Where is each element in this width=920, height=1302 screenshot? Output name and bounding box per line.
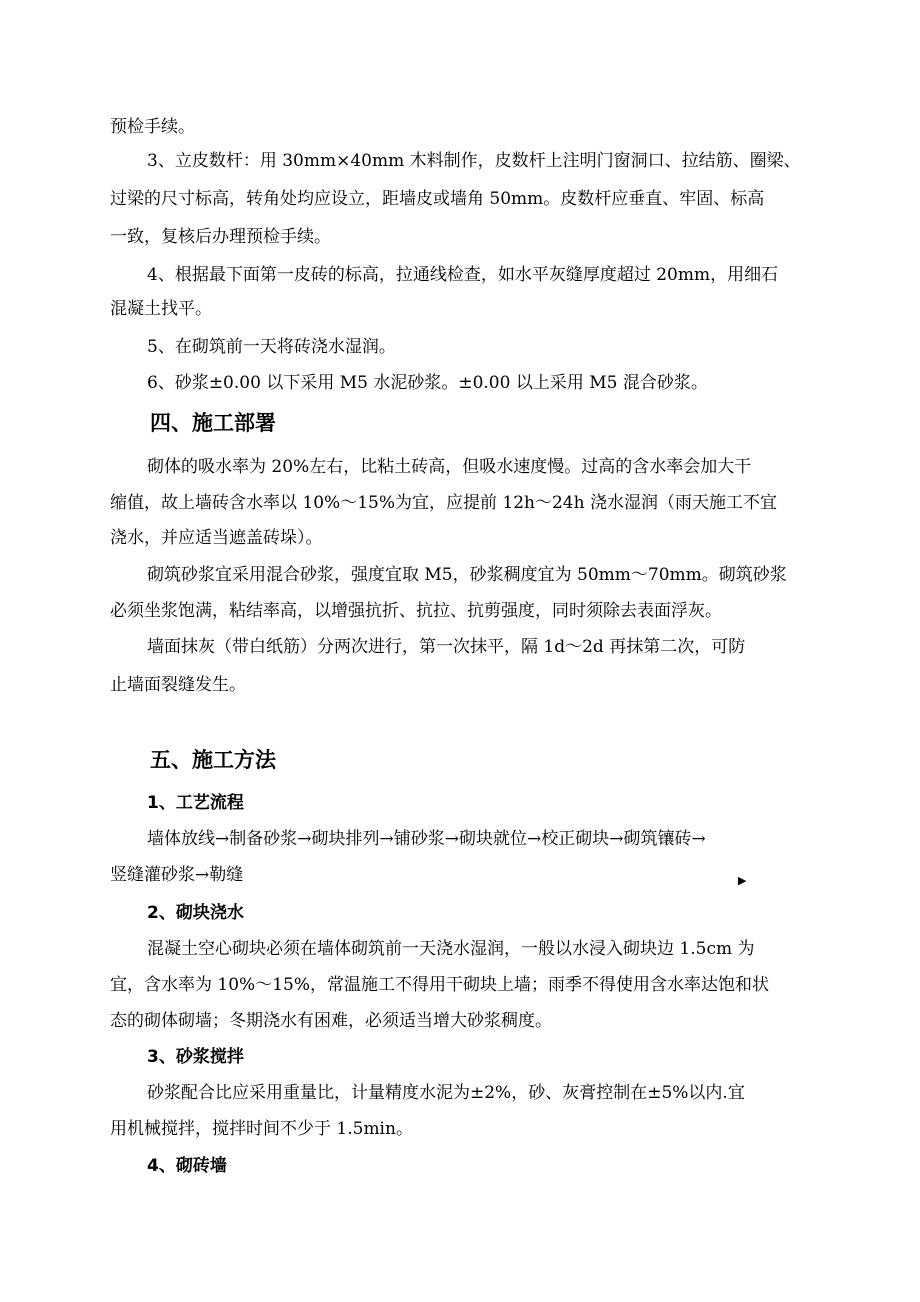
text-line: 墙体放线→制备砂浆→砌块排列→铺砂浆→砌块就位→校正砌块→砌筑镶砖→ — [147, 829, 706, 849]
text-line: 墙面抹灰（带白纸筋）分两次进行，第一次抹平，隔 1d～2d 再抹第二次，可防 — [147, 637, 746, 657]
text-line: 混凝土空心砌块必须在墙体砌筑前一天浇水湿润，一般以水浸入砌块边 1.5cm 为 — [147, 939, 755, 959]
text-line: 5、在砌筑前一天将砖浇水湿润。 — [147, 337, 396, 357]
text-line: 止墙面裂缝发生。 — [110, 675, 246, 695]
subheading-mortar-mixing: 3、砂浆搅拌 — [147, 1047, 244, 1067]
text-line: 6、砂浆±0.00 以下采用 M5 水泥砂浆。±0.00 以上采用 M5 混合砂浆。 — [147, 373, 708, 393]
triangle-marker-icon: ▶ — [738, 874, 747, 887]
text-line: 浇水，并应适当遮盖砖垛）。 — [110, 528, 323, 548]
text-line: 过梁的尺寸标高，转角处均应设立，距墙皮或墙角 50mm。皮数杆应垂直、牢固、标高 — [110, 189, 765, 209]
text-line: 4、根据最下面第一皮砖的标高，拉通线检查，如水平灰缝厚度超过 20mm，用细石 — [147, 265, 779, 285]
text-line: 砂浆配合比应采用重量比，计量精度水泥为±2%，砂、灰膏控制在±5%以内.宜 — [147, 1083, 745, 1103]
subheading-brick-wall: 4、砌砖墙 — [147, 1156, 227, 1176]
text-line: 态的砌体砌墙；冬期浇水有困难，必须适当增大砂浆稠度。 — [110, 1011, 552, 1031]
subheading-block-watering: 2、砌块浇水 — [147, 903, 244, 923]
text-line: 缩值，故上墙砖含水率以 10%～15%为宜，应提前 12h～24h 浇水湿润（雨天施工不宜 — [110, 493, 777, 513]
text-line: 一致，复核后办理预检手续。 — [110, 227, 331, 247]
section-heading-4: 四、施工部署 — [150, 411, 276, 435]
text-line: 砌体的吸水率为 20%左右，比粘土砖高，但吸水速度慢。过高的含水率会加大干 — [147, 457, 752, 477]
text-line: 砌筑砂浆宜采用混合砂浆，强度宜取 M5，砂浆稠度宜为 50mm～70mm。砌筑砂浆 — [147, 565, 787, 585]
text-line: 竖缝灌砂浆→勒缝 — [110, 865, 244, 885]
text-line: 必须坐浆饱满，粘结率高，以增强抗折、抗拉、抗剪强度，同时须除去表面浮灰。 — [110, 601, 722, 621]
text-line: 宜，含水率为 10%～15%，常温施工不得用干砌块上墙；雨季不得使用含水率达饱和状 — [110, 975, 769, 995]
text-line: 用机械搅拌，搅拌时间不少于 1.5min。 — [110, 1119, 413, 1139]
text-line: 混凝土找平。 — [110, 299, 212, 319]
text-line: 预检手续。 — [110, 117, 195, 137]
subheading-process-flow: 1、工艺流程 — [147, 793, 244, 813]
text-line: 3、立皮数杆：用 30mm×40mm 木料制作，皮数杆上注明门窗洞口、拉结筋、圈梁、 — [147, 151, 801, 171]
section-heading-5: 五、施工方法 — [150, 748, 276, 772]
